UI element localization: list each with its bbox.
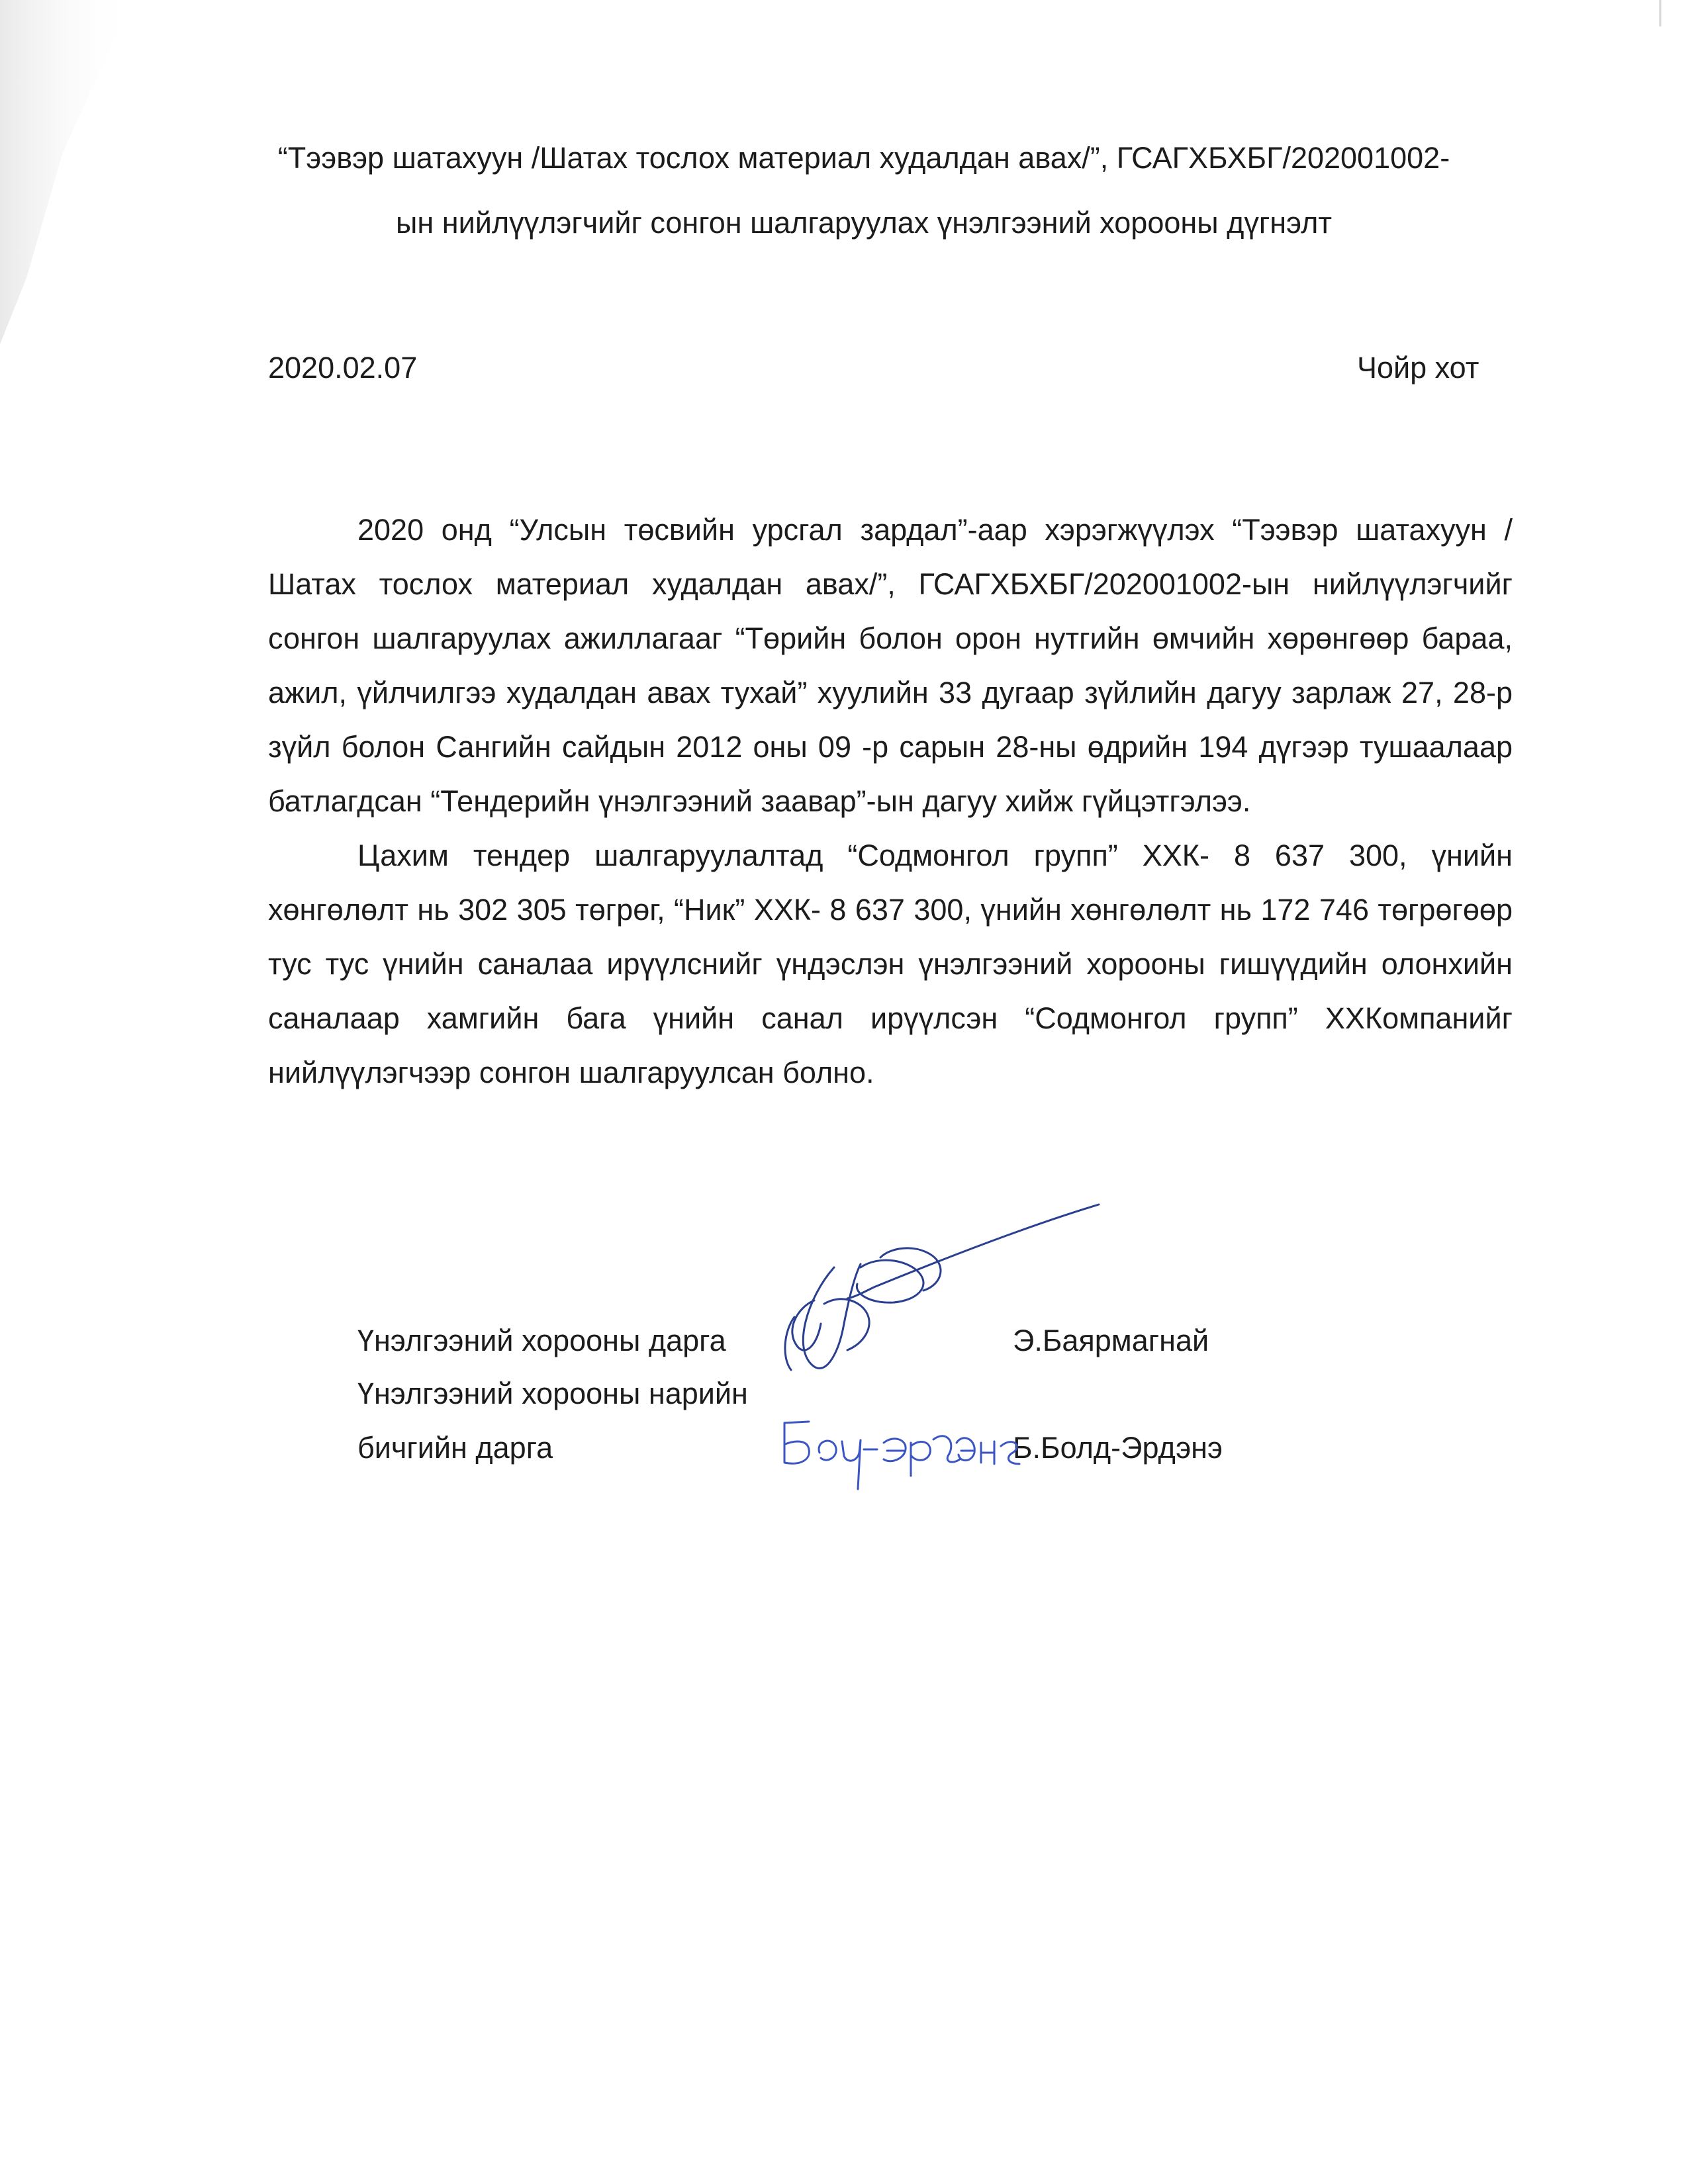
title-line-1: “Тээвэр шатахуун /Шатах тослох материал худалдан авах/”, ГСАГХБХБГ/202001002- — [277, 141, 1450, 175]
body-paragraph-2: Цахим тендер шалгаруулалтад “Содмонгол групп” ХХК- 8 637 300, үнийн хөнгөлөлт нь 302 305 төгрөг, “Ник” ХХК- 8 637 300, үнийн хөнгөлөлт нь 172 746 төгрөгөөр тус тус үнийн саналаа ирүүлснийг үндэслэн үнэлгээний хорооны гишүүдийн олонхийн саналаар хамгийн бага үнийн санал ирүүлсэн “Содмонгол групп” ХХКомпанийг нийлүүлэгчээр сонгон шалгаруулсан болно. — [268, 839, 1513, 1089]
secretary-signature — [784, 1422, 1019, 1489]
body-paragraph-1: 2020 онд “Улсын төсвийн урсгал зардал”-аар хэрэгжүүлэх “Тээвэр шатахуун /Шатах тослох материал худалдан авах/”, ГСАГХБХБГ/202001002-ын нийлүүлэгчийг сонгон шалгаруулах ажиллагааг “Төрийн болон орон нутгийн өмчийн хөрөнгөөр бараа, ажил, үйлчилгээ худалдан авах тухай” хуулийн 33 дугаар зүйлийн дагуу зарлаж 27, 28-р зүйл болон Сангийн сайдын 2012 оны 09 -р сарын 28-ны өдрийн 194 дүгээр тушаалаар батлагдсан “Тендерийн үнэлгээний заавар”-ын дагуу хийж гүйцэтгэлээ. — [268, 513, 1513, 818]
document-body — [268, 503, 1513, 1100]
title-line-2: ын нийлүүлэгчийг сонгон шалгаруулах үнэлгээний хорооны дүгнэлт — [396, 206, 1332, 240]
chair-name: Э.Баярмагнай — [1013, 1324, 1209, 1357]
chair-title: Үнэлгээний хорооны дарга — [357, 1324, 726, 1357]
secretary-title-line-2: бичгийн дарга — [357, 1431, 553, 1465]
secretary-title-line-1: Үнэлгээний хорооны нарийн — [357, 1377, 748, 1410]
secretary-name: Б.Болд-Эрдэнэ — [1013, 1431, 1223, 1465]
document-place: Чойр хот — [1357, 351, 1479, 385]
document-title — [218, 126, 1509, 255]
document-date: 2020.02.07 — [268, 351, 418, 385]
